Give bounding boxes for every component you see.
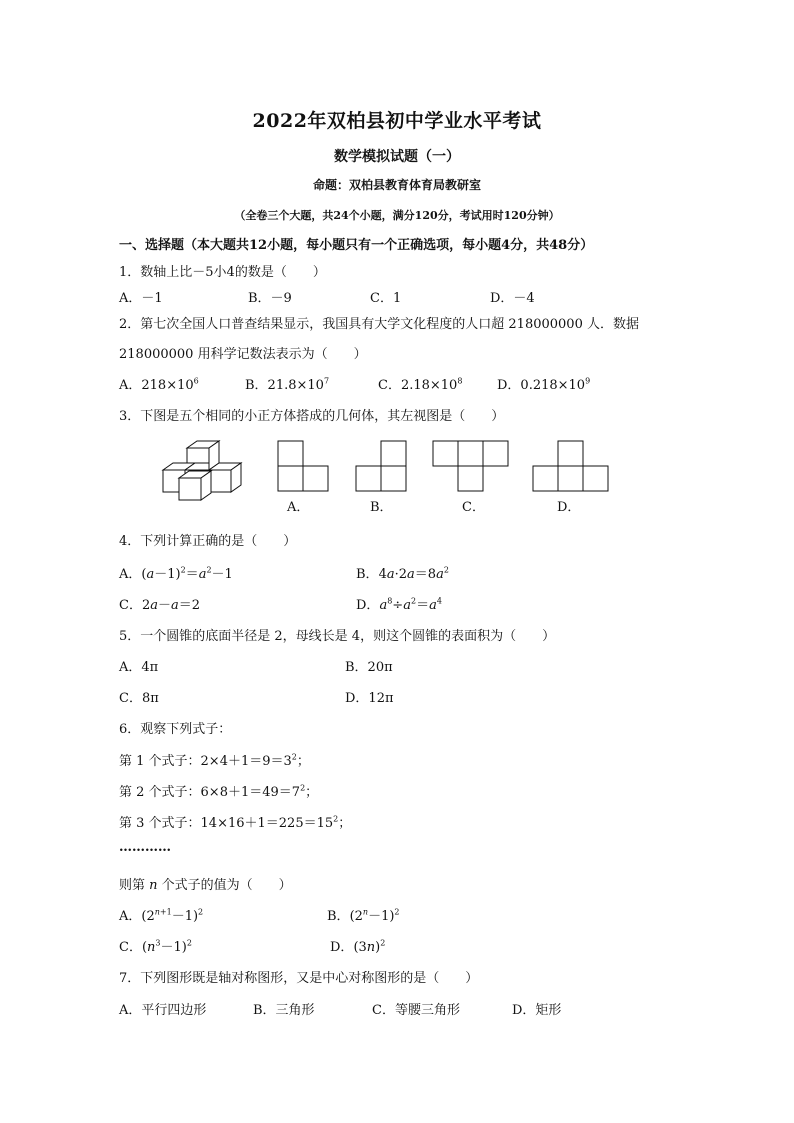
q6-line-3: 第 3 个式子：$14\times 16+1=225=15^2$； bbox=[119, 814, 352, 831]
question-2-stem-line1: 2．第七次全国人口普查结果显示，我国具有大学文化程度的人口超 218000000 人．数据 bbox=[119, 317, 639, 332]
q6-line-2: 第 2 个式子：$6\times 8+1=49=7^2$； bbox=[119, 783, 319, 800]
q5-option-a: A．4π bbox=[119, 660, 159, 675]
cube-solid-figure bbox=[160, 438, 246, 502]
question-1-stem: 1．数轴上比－5小4的数是（ ） bbox=[119, 265, 326, 280]
q3-figure-d bbox=[532, 440, 609, 492]
q2-option-a: A．$218\times 10^6$ bbox=[119, 376, 199, 393]
question-5-stem: 5．一个圆锥的底面半径是 2，母线长是 4，则这个圆锥的表面积为（ ） bbox=[119, 629, 556, 644]
q3-figure-a bbox=[277, 440, 329, 492]
q7-option-d: D．矩形 bbox=[512, 1003, 562, 1018]
q2-option-d: D．$0.218\times 10^9$ bbox=[497, 376, 591, 393]
section-heading: 一、选择题（本大题共12小题，每小题只有一个正确选项，每小题4分，共48分） bbox=[119, 238, 594, 253]
q5-option-c: C．8π bbox=[119, 691, 159, 706]
q6-option-d: D．$(3n)^2$ bbox=[330, 938, 386, 955]
q7-option-b: B．三角形 bbox=[253, 1003, 315, 1018]
question-2-stem-line2: 218000000 用科学记数法表示为（ ） bbox=[119, 347, 367, 362]
q6-option-a: A．$(2^{n+1}-1)^2$ bbox=[119, 907, 204, 924]
q2-option-c: C．$2.18\times 10^8$ bbox=[378, 376, 463, 393]
q4-option-a: A．$(a-1)^2=a^2-1$ bbox=[119, 565, 233, 582]
q4-option-d: D．$a^8\div a^2=a^4$ bbox=[356, 596, 442, 613]
q6-ask: 则第 n 个式子的值为（ ） bbox=[119, 878, 292, 893]
q3-figure-c bbox=[432, 440, 509, 492]
q5-option-d: D．12π bbox=[345, 691, 394, 706]
q6-line-1: 第 1 个式子：$2\times 4+1=9=3^2$； bbox=[119, 752, 310, 769]
q6-option-c: C．$(n^3-1)^2$ bbox=[119, 938, 192, 955]
q3-label-b: B． bbox=[370, 500, 393, 515]
question-6-stem: 6．观察下列式子： bbox=[119, 722, 232, 737]
q4-option-c: C．2a－a＝2 bbox=[119, 598, 201, 613]
exam-title: 2022年双柏县初中学业水平考试 bbox=[252, 110, 542, 132]
q4-option-b: B．$4a\cdot 2a=8a^2$ bbox=[356, 565, 449, 582]
q5-option-b: B．20π bbox=[345, 660, 393, 675]
q6-option-b: B．$(2^n-1)^2$ bbox=[327, 907, 400, 924]
q7-option-a: A．平行四边形 bbox=[119, 1003, 207, 1018]
question-7-stem: 7．下列图形既是轴对称图形，又是中心对称图形的是（ ） bbox=[119, 971, 479, 986]
q1-option-b: B．－9 bbox=[248, 291, 292, 306]
exam-subtitle: 数学模拟试题（一） bbox=[334, 149, 460, 165]
q3-figure-b bbox=[355, 440, 407, 492]
q1-option-d: D．－4 bbox=[490, 291, 535, 306]
q3-label-c: C． bbox=[462, 500, 485, 515]
exam-author: 命题：双柏县教育体育局教研室 bbox=[312, 178, 481, 192]
q6-ellipsis: ………… bbox=[119, 840, 171, 855]
exam-note: （全卷三个大题，共24个小题，满分120分，考试用时120分钟） bbox=[234, 209, 560, 222]
q3-label-a: A． bbox=[287, 500, 310, 515]
q1-option-a: A．－1 bbox=[119, 291, 163, 306]
q3-label-d: D． bbox=[557, 500, 581, 515]
question-4-stem: 4．下列计算正确的是（ ） bbox=[119, 534, 297, 549]
q1-option-c: C．1 bbox=[370, 291, 402, 306]
q2-option-b: B．$21.8\times 10^7$ bbox=[245, 376, 330, 393]
q7-option-c: C．等腰三角形 bbox=[372, 1003, 460, 1018]
question-3-stem: 3．下图是五个相同的小正方体搭成的几何体，其左视图是（ ） bbox=[119, 409, 505, 424]
